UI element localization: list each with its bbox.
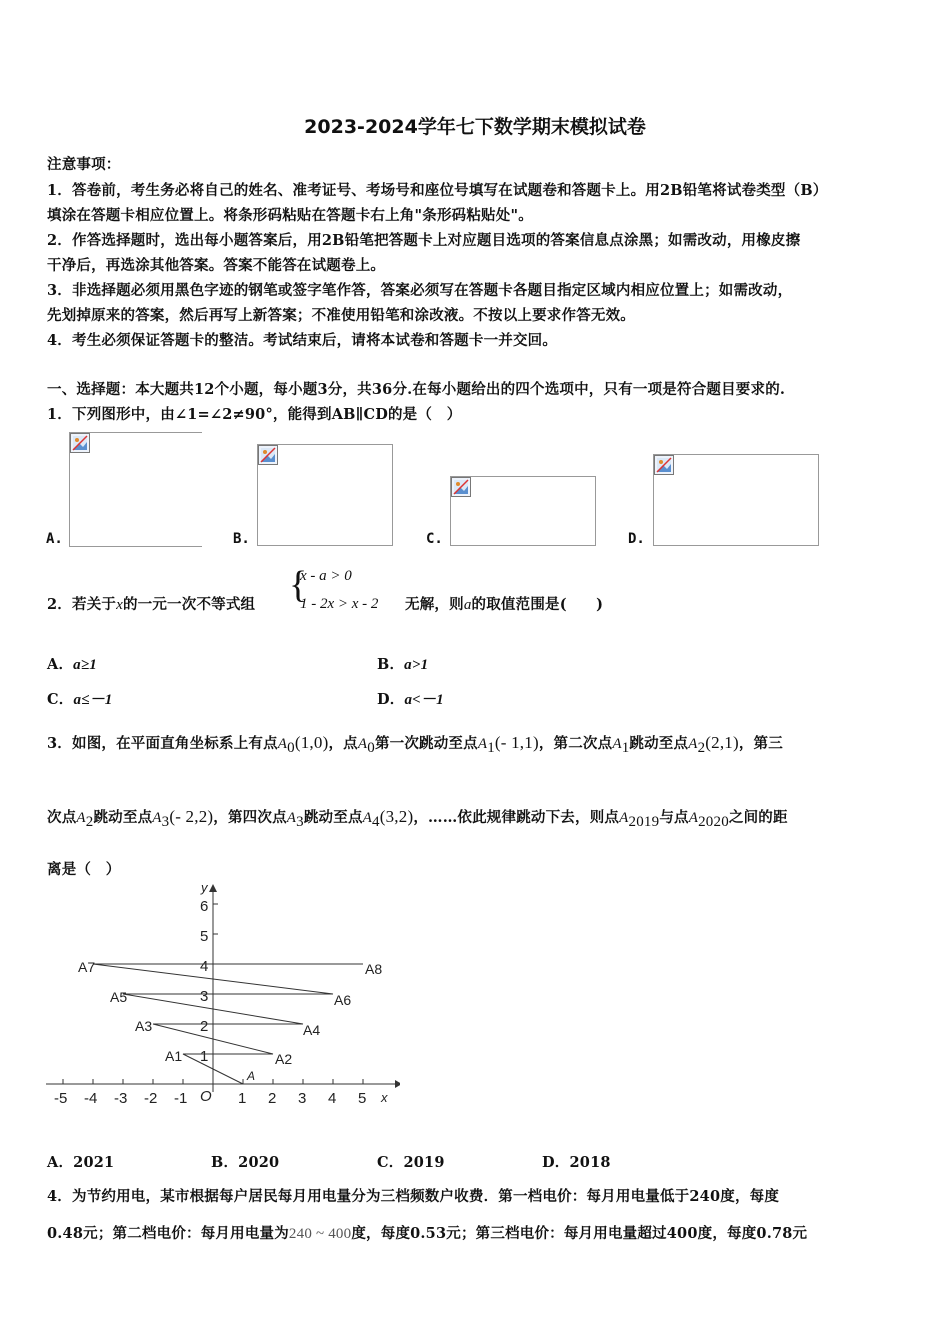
q3-option-a[interactable]: A．2021 — [47, 1154, 115, 1171]
notice-line: 4．考生必须保证答题卡的整洁。考试结束后，请将本试卷和答题卡一并交回。 — [47, 332, 558, 349]
x-tick-label: -2 — [144, 1090, 158, 1107]
x-tick-label: 2 — [268, 1090, 277, 1107]
point-label: A7 — [78, 959, 96, 975]
q1-option-d[interactable]: D. — [628, 531, 645, 547]
q1-option-b[interactable]: B. — [233, 531, 250, 547]
q1-figure-c — [450, 476, 596, 546]
q2-inequality-1: x - a > 0 — [300, 568, 352, 584]
q3-coordinate-graph — [40, 880, 400, 1110]
x-axis-label: x — [381, 1090, 388, 1105]
jump-path — [93, 964, 363, 1084]
q3-option-d[interactable]: D．2018 — [542, 1154, 611, 1171]
point-label: A — [247, 1069, 256, 1083]
y-tick-label: 3 — [200, 988, 209, 1005]
q2-stem-tail: 无解，则a的取值范围是( ) — [405, 596, 604, 613]
notice-line: 先划掉原来的答案，然后再写上新答案；不准使用铅笔和涂改液。不按以上要求作答无效。 — [47, 307, 635, 324]
broken-image-icon — [654, 455, 674, 475]
y-tick-label: 6 — [200, 898, 209, 915]
q3-stem-line2: 次点$A_2$跳动至点$A_3(-$ 2,2)，第四次点$A_3$跳动至点$A_4(3,2)$，……依此规律跳动下去，则点$A_{2019}$与点$A_{2020}$之间的距 — [47, 807, 788, 830]
x-tick-label: -1 — [174, 1090, 188, 1107]
point-label: A8 — [365, 961, 383, 977]
x-tick-label: 3 — [298, 1090, 307, 1107]
x-tick-label: -3 — [114, 1090, 128, 1107]
point-label: A3 — [135, 1018, 153, 1034]
notice-line: 3．非选择题必须用黑色字迹的钢笔或签字笔作答，答案必须写在答题卡各题目指定区域内相应位置上；如需改动， — [47, 282, 793, 299]
notice-line: 2．作答选择题时，选出每小题答案后，用2B铅笔把答题卡上对应题目选项的答案信息点涂黑；如需改动，用橡皮擦 — [47, 232, 801, 249]
page-title: 2023-2024学年七下数学期末模拟试卷 — [304, 116, 646, 138]
notice-heading: 注意事项： — [47, 156, 121, 173]
q1-option-a[interactable]: A. — [46, 531, 63, 547]
x-tick-label: 4 — [328, 1090, 337, 1107]
q2-inequality-2: 1 - 2x > x - 2 — [300, 596, 379, 612]
q1-figure-b — [257, 444, 393, 546]
origin-label: O — [200, 1088, 212, 1105]
q1-figure-d — [653, 454, 819, 546]
y-tick-label: 1 — [200, 1048, 209, 1065]
y-tick-label: 4 — [200, 958, 209, 975]
q2-option-a[interactable]: A．a≥1 — [47, 656, 97, 673]
x-tick-label: -5 — [54, 1090, 68, 1107]
brace: { — [289, 564, 308, 606]
point-label: A1 — [165, 1048, 183, 1064]
x-tick-label: 1 — [238, 1090, 247, 1107]
q3-stem-line3: 离是（ ） — [47, 861, 121, 878]
point-label: A6 — [334, 992, 352, 1008]
x-tick-label: 5 — [358, 1090, 367, 1107]
notice-line: 干净后，再选涂其他答案。答案不能答在试题卷上。 — [47, 257, 386, 274]
q1-stem: 1．下列图形中，由∠1=∠2≠90°，能得到AB∥CD的是（ ） — [47, 406, 462, 423]
notice-line: 1．答卷前，考生务必将自己的姓名、准考证号、考场号和座位号填写在试题卷和答题卡上。用2B铅笔将试卷类型（B） — [47, 182, 828, 199]
q3-stem-line1: 3．如图，在平面直角坐标系上有点$A_0(1,0)$，点$A_0$第一次跳动至点$A_1(-$ 1,1)，第二次点$A_1$跳动至点$A_2(2,1)$，第三 — [47, 733, 783, 756]
point-label: A4 — [303, 1022, 321, 1038]
q4-stem-line1: 4．为节约用电，某市根据每户居民每月用电量分为三档频数户收费．第一档电价：每月用电量低于240度，每度 — [47, 1188, 780, 1205]
point-label: A5 — [110, 989, 128, 1005]
broken-image-icon — [451, 477, 471, 497]
q2-option-c[interactable]: C．a≤－1 — [47, 691, 113, 708]
q1-option-c[interactable]: C. — [426, 531, 443, 547]
q2-option-d[interactable]: D．a<－1 — [377, 691, 444, 708]
y-tick-label: 2 — [200, 1018, 209, 1035]
q2-stem: 2．若关于x的一元一次不等式组 — [47, 596, 256, 613]
notice-line: 填涂在答题卡相应位置上。将条形码粘贴在答题卡右上角"条形码粘贴处"。 — [47, 207, 533, 224]
x-tick-label: -4 — [84, 1090, 98, 1107]
q1-figure-a — [69, 432, 202, 547]
q4-stem-line2: 0.48元；第二档电价：每月用电量为240 ~ 400度，每度0.53元；第三档电价：每月用电量超过400度，每度0.78元 — [47, 1225, 808, 1242]
y-tick-label: 5 — [200, 928, 209, 945]
q2-option-b[interactable]: B．a>1 — [377, 656, 429, 673]
broken-image-icon — [70, 433, 90, 453]
broken-image-icon — [258, 445, 278, 465]
q3-option-c[interactable]: C．2019 — [377, 1154, 445, 1171]
section-heading: 一、选择题：本大题共12个小题，每小题3分，共36分.在每小题给出的四个选项中，只有一项是符合题目要求的. — [47, 381, 786, 398]
q3-option-b[interactable]: B．2020 — [211, 1154, 280, 1171]
y-axis-label: y — [201, 880, 208, 895]
point-label: A2 — [275, 1051, 293, 1067]
